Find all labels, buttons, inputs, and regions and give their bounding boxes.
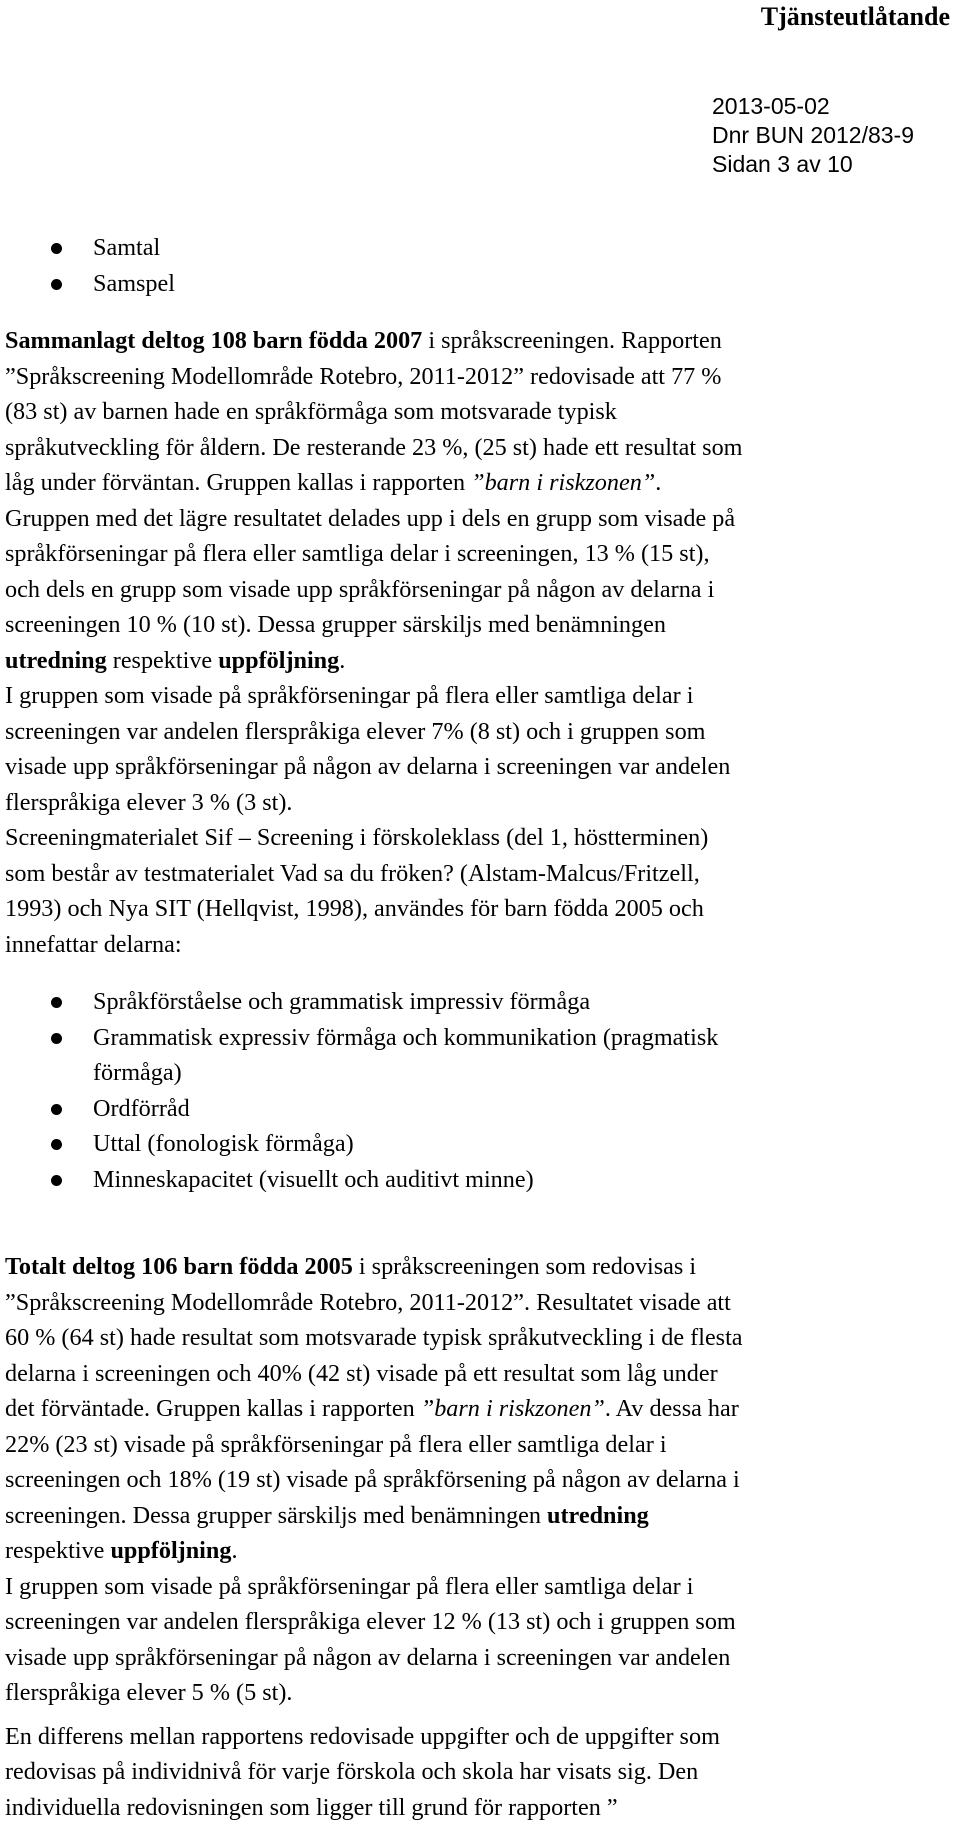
bullet-icon	[51, 1033, 62, 1044]
paragraph-2007-results: Sammanlagt deltog 108 barn födda 2007 i språkscreeningen. Rapporten ”Språkscreening Modellområde Rotebro, 2011-2012” redovisade att 77 % (83 st) av barnen hade en språkförmåga som motsvarade typisk språkutveckling för åldern. De resterande 23 %, (25 st) hade ett resultat som låg under förväntan. Gruppen kallas i rapporten ”barn i riskzonen”. Gruppen med det lägre resultatet delades upp i dels en grupp som visade på språkförseningar på flera eller samtliga delar i screeningen, 13 % (15 st), och dels en grupp som visade upp språkförseningar på någon av delarna i screeningen 10 % (10 st). Dessa grupper särskiljs med benämningen utredning respektive uppföljning.	[5, 323, 953, 678]
list-item: Ordförråd	[5, 1091, 953, 1127]
document-date: 2013-05-02	[712, 92, 914, 121]
bullet-icon	[51, 243, 62, 254]
list-item: Uttal (fonologisk förmåga)	[5, 1126, 953, 1162]
page-number: Sidan 3 av 10	[712, 150, 914, 179]
list-item: Grammatisk expressiv förmåga och kommunikation (pragmatisk	[5, 1020, 953, 1056]
bullet-icon	[51, 279, 62, 290]
document-title: Tjänsteutlåtande	[761, 2, 950, 32]
list-item: Minneskapacitet (visuellt och auditivt minne)	[5, 1162, 953, 1198]
list-item: Samspel	[5, 266, 953, 302]
bullet-list-screening-parts	[5, 984, 953, 1197]
bullet-icon	[51, 1139, 62, 1150]
list-item-continuation: förmåga)	[5, 1055, 953, 1091]
document-meta	[712, 92, 914, 179]
paragraph-screening-material: Screeningmaterialet Sif – Screening i förskoleklass (del 1, höstterminen) som består av testmaterialet Vad sa du fröken? (Alstam-Malcus/Fritzell, 1993) och Nya SIT (Hellqvist, 1998), användes för barn födda 2005 och innefattar delarna:	[5, 820, 953, 962]
paragraph-differens: En differens mellan rapportens redovisade uppgifter och de uppgifter som redovisas på individnivå för varje förskola och skola har visats sig. Den individuella redovisningen som ligger till grund för rapporten ”	[5, 1719, 953, 1825]
paragraph-multilingual-2005: I gruppen som visade på språkförseningar på flera eller samtliga delar i screeningen var andelen flerspråkiga elever 12 % (13 st) och i gruppen som visade upp språkförseningar på någon av delarna i screeningen var andelen flerspråkiga elever 5 % (5 st).	[5, 1569, 953, 1711]
bullet-icon	[51, 997, 62, 1008]
bullet-icon	[51, 1175, 62, 1186]
bullet-list-methods	[5, 230, 953, 301]
list-item: Samtal	[5, 230, 953, 266]
document-dnr: Dnr BUN 2012/83-9	[712, 121, 914, 150]
document-body	[5, 230, 953, 1825]
bullet-icon	[51, 1104, 62, 1115]
paragraph-2005-results: Totalt deltog 106 barn födda 2005 i språkscreeningen som redovisas i ”Språkscreening Modellområde Rotebro, 2011-2012”. Resultatet visade att 60 % (64 st) hade resultat som motsvarade typisk språkutveckling i de flesta delarna i screeningen och 40% (42 st) visade på ett resultat som låg under det förväntade. Gruppen kallas i rapporten ”barn i riskzonen”. Av dessa har 22% (23 st) visade på språkförseningar på flera eller samtliga delar i screeningen och 18% (19 st) visade på språkförsening på någon av delarna i screeningen. Dessa grupper särskiljs med benämningen utredning respektive uppföljning.	[5, 1249, 953, 1569]
list-item: Språkförståelse och grammatisk impressiv förmåga	[5, 984, 953, 1020]
paragraph-multilingual-2007: I gruppen som visade på språkförseningar på flera eller samtliga delar i screeningen var andelen flerspråkiga elever 7% (8 st) och i gruppen som visade upp språkförseningar på någon av delarna i screeningen var andelen flerspråkiga elever 3 % (3 st).	[5, 678, 953, 820]
